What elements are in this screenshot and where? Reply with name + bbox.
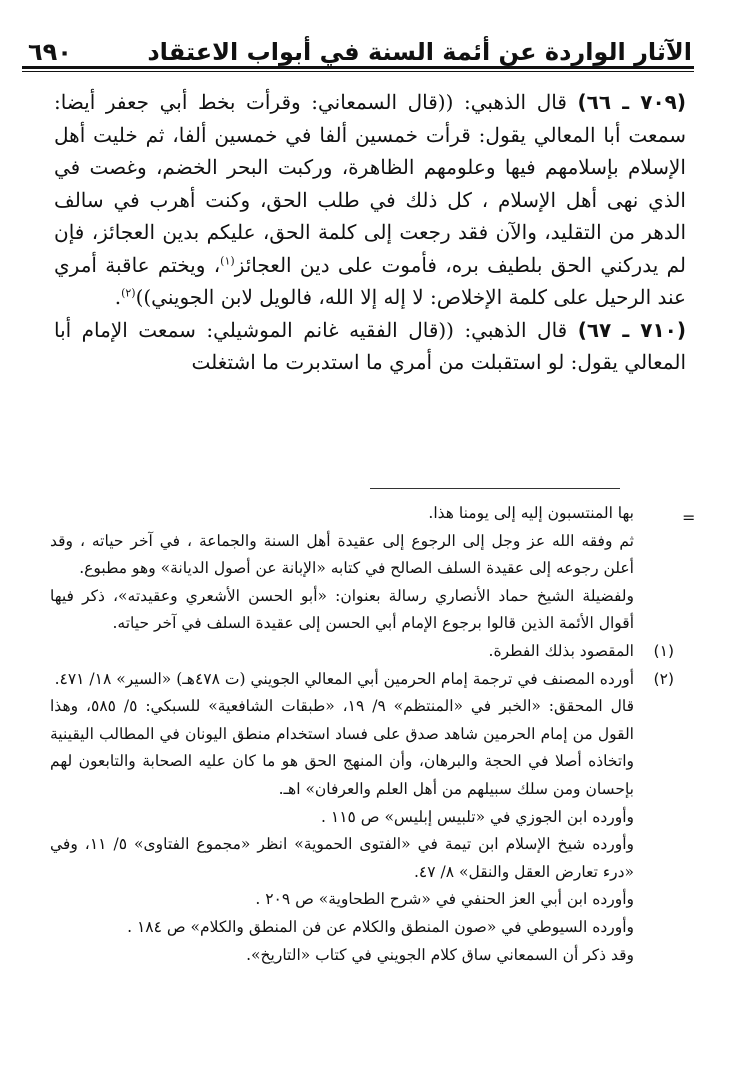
footnote-separator	[370, 488, 620, 489]
entry-text: قال الذهبي: ((قال الفقيه غانم الموشيلي: سمعت الإمام أبا المعالي يقول: لو استقبلت من أمري ما استدبرت ما اشتغلت	[54, 317, 686, 374]
footnote-1	[50, 638, 674, 666]
footnote-continuation-line: ثم وفقه الله عز وجل إلى الرجوع إلى عقيدة أهل السنة والجماعة ، في آخر حياته ، وقد أعلن رجوعه إلى عقيدة السلف الصالح في كتابه «الإبانة عن أصول الديانة» وهو مطبوع.	[50, 531, 634, 578]
entry-710	[54, 314, 686, 379]
footnote-ref: (١)	[220, 253, 235, 267]
footnotes	[50, 500, 674, 969]
main-text	[54, 86, 686, 379]
footnote-text: أورده المصنف في ترجمة إمام الحرمين أبي المعالي الجويني (ت ٤٧٨هـ) «السير» ١٨/ ٤٧١.	[54, 669, 634, 688]
footnote-line: وأورده ابن أبي العز الحنفي في «شرح الطحاوية» ص ٢٠٩ .	[255, 890, 634, 909]
entry-end: .	[114, 285, 122, 309]
header-rule-thin	[22, 71, 694, 72]
footnote-line: وقد ذكر أن السمعاني ساق كلام الجويني في كتاب «التاريخ».	[246, 945, 634, 964]
footnote-ref: (٢)	[121, 286, 136, 300]
page-number: ٦٩٠	[28, 38, 72, 66]
entry-text: قال الذهبي: ((قال السمعاني: وقرأت بخط أبي جعفر أيضا: سمعت أبا المعالي يقول: قرأت خمسين ألفا في خمسين ألفا، ثم خليت أهل الإسلام بإسلامهم فيها وعلومهم الظاهرة، وركبت البحر الخضم، وغصت في الذي نهى أهل الإسلام ، كل ذلك في طلب الحق، وكنت أهرب في سالف الدهر من التقليد، والآن فقد رجعت إلى كلمة الحق، عليكم بدين العجائز، فإن لم يدركني الحق بلطيف بره، فأموت على دين العجائز	[54, 90, 686, 277]
entry-number: (٧١٠ ـ ٦٧)	[577, 317, 687, 342]
footnote-line: وأورده السيوطي في «صون المنطق والكلام عن فن المنطق والكلام» ص ١٨٤ .	[127, 917, 634, 936]
footnote-text: المقصود بذلك الفطرة.	[488, 641, 634, 660]
header-rule	[22, 66, 694, 69]
footnote-continuation-line: بها المنتسبون إليه إلى يومنا هذا.	[428, 504, 634, 522]
entry-709	[54, 86, 686, 314]
header-title: الآثار الواردة عن أئمة السنة في أبواب الاعتقاد	[147, 38, 692, 66]
footnote-line: قال المحقق: «الخبر في «المنتظم» ٩/ ١٩، «طبقات الشافعية» للسبكي: ٥/ ٥٨٥، وهذا القول من إمام الحرمين شاهد صدق على فساد استخدام منطق اليونان في المطالب اليقينية واتخاذه أصلا في الحجة والبرهان، وأن المنهج الحق هو ما كان عليه الصحابة والتابعون لهم بإحسان ومن سلك سبيلهم من أهل العلم والعرفان» اهـ.	[50, 697, 635, 798]
entry-text-cont: ، ويختم عاقبة أمري عند الرحيل على كلمة الإخلاص: لا إله إلا الله، فالويل لابن الجويني))	[54, 252, 686, 309]
running-header	[28, 16, 692, 66]
footnote-number: (٢)	[653, 669, 674, 688]
footnote-line: وأورده ابن الجوزي في «تلبيس إبليس» ص ١١٥ .	[321, 807, 634, 826]
footnote-line: وأورده شيخ الإسلام ابن تيمة في «الفتوى الحموية» انظر «مجموع الفتاوى» ٥/ ١١، وفي «درء تعارض العقل والنقل» ٨/ ٤٧.	[50, 835, 635, 881]
entry-number: (٧٠٩ ـ ٦٦)	[577, 90, 687, 114]
continuation-mark: =	[682, 508, 696, 527]
footnote-continuation-line: ولفضيلة الشيخ حماد الأنصاري رسالة بعنوان: «أبو الحسن الأشعري وعقيدته»، ذكر فيها أقوال الأئمة الذين قالوا برجوع الإمام أبي الحسن إلى عقيدة السلف في آخر حياته.	[50, 586, 634, 633]
footnote-2	[50, 666, 674, 694]
footnote-number: (١)	[653, 641, 674, 660]
